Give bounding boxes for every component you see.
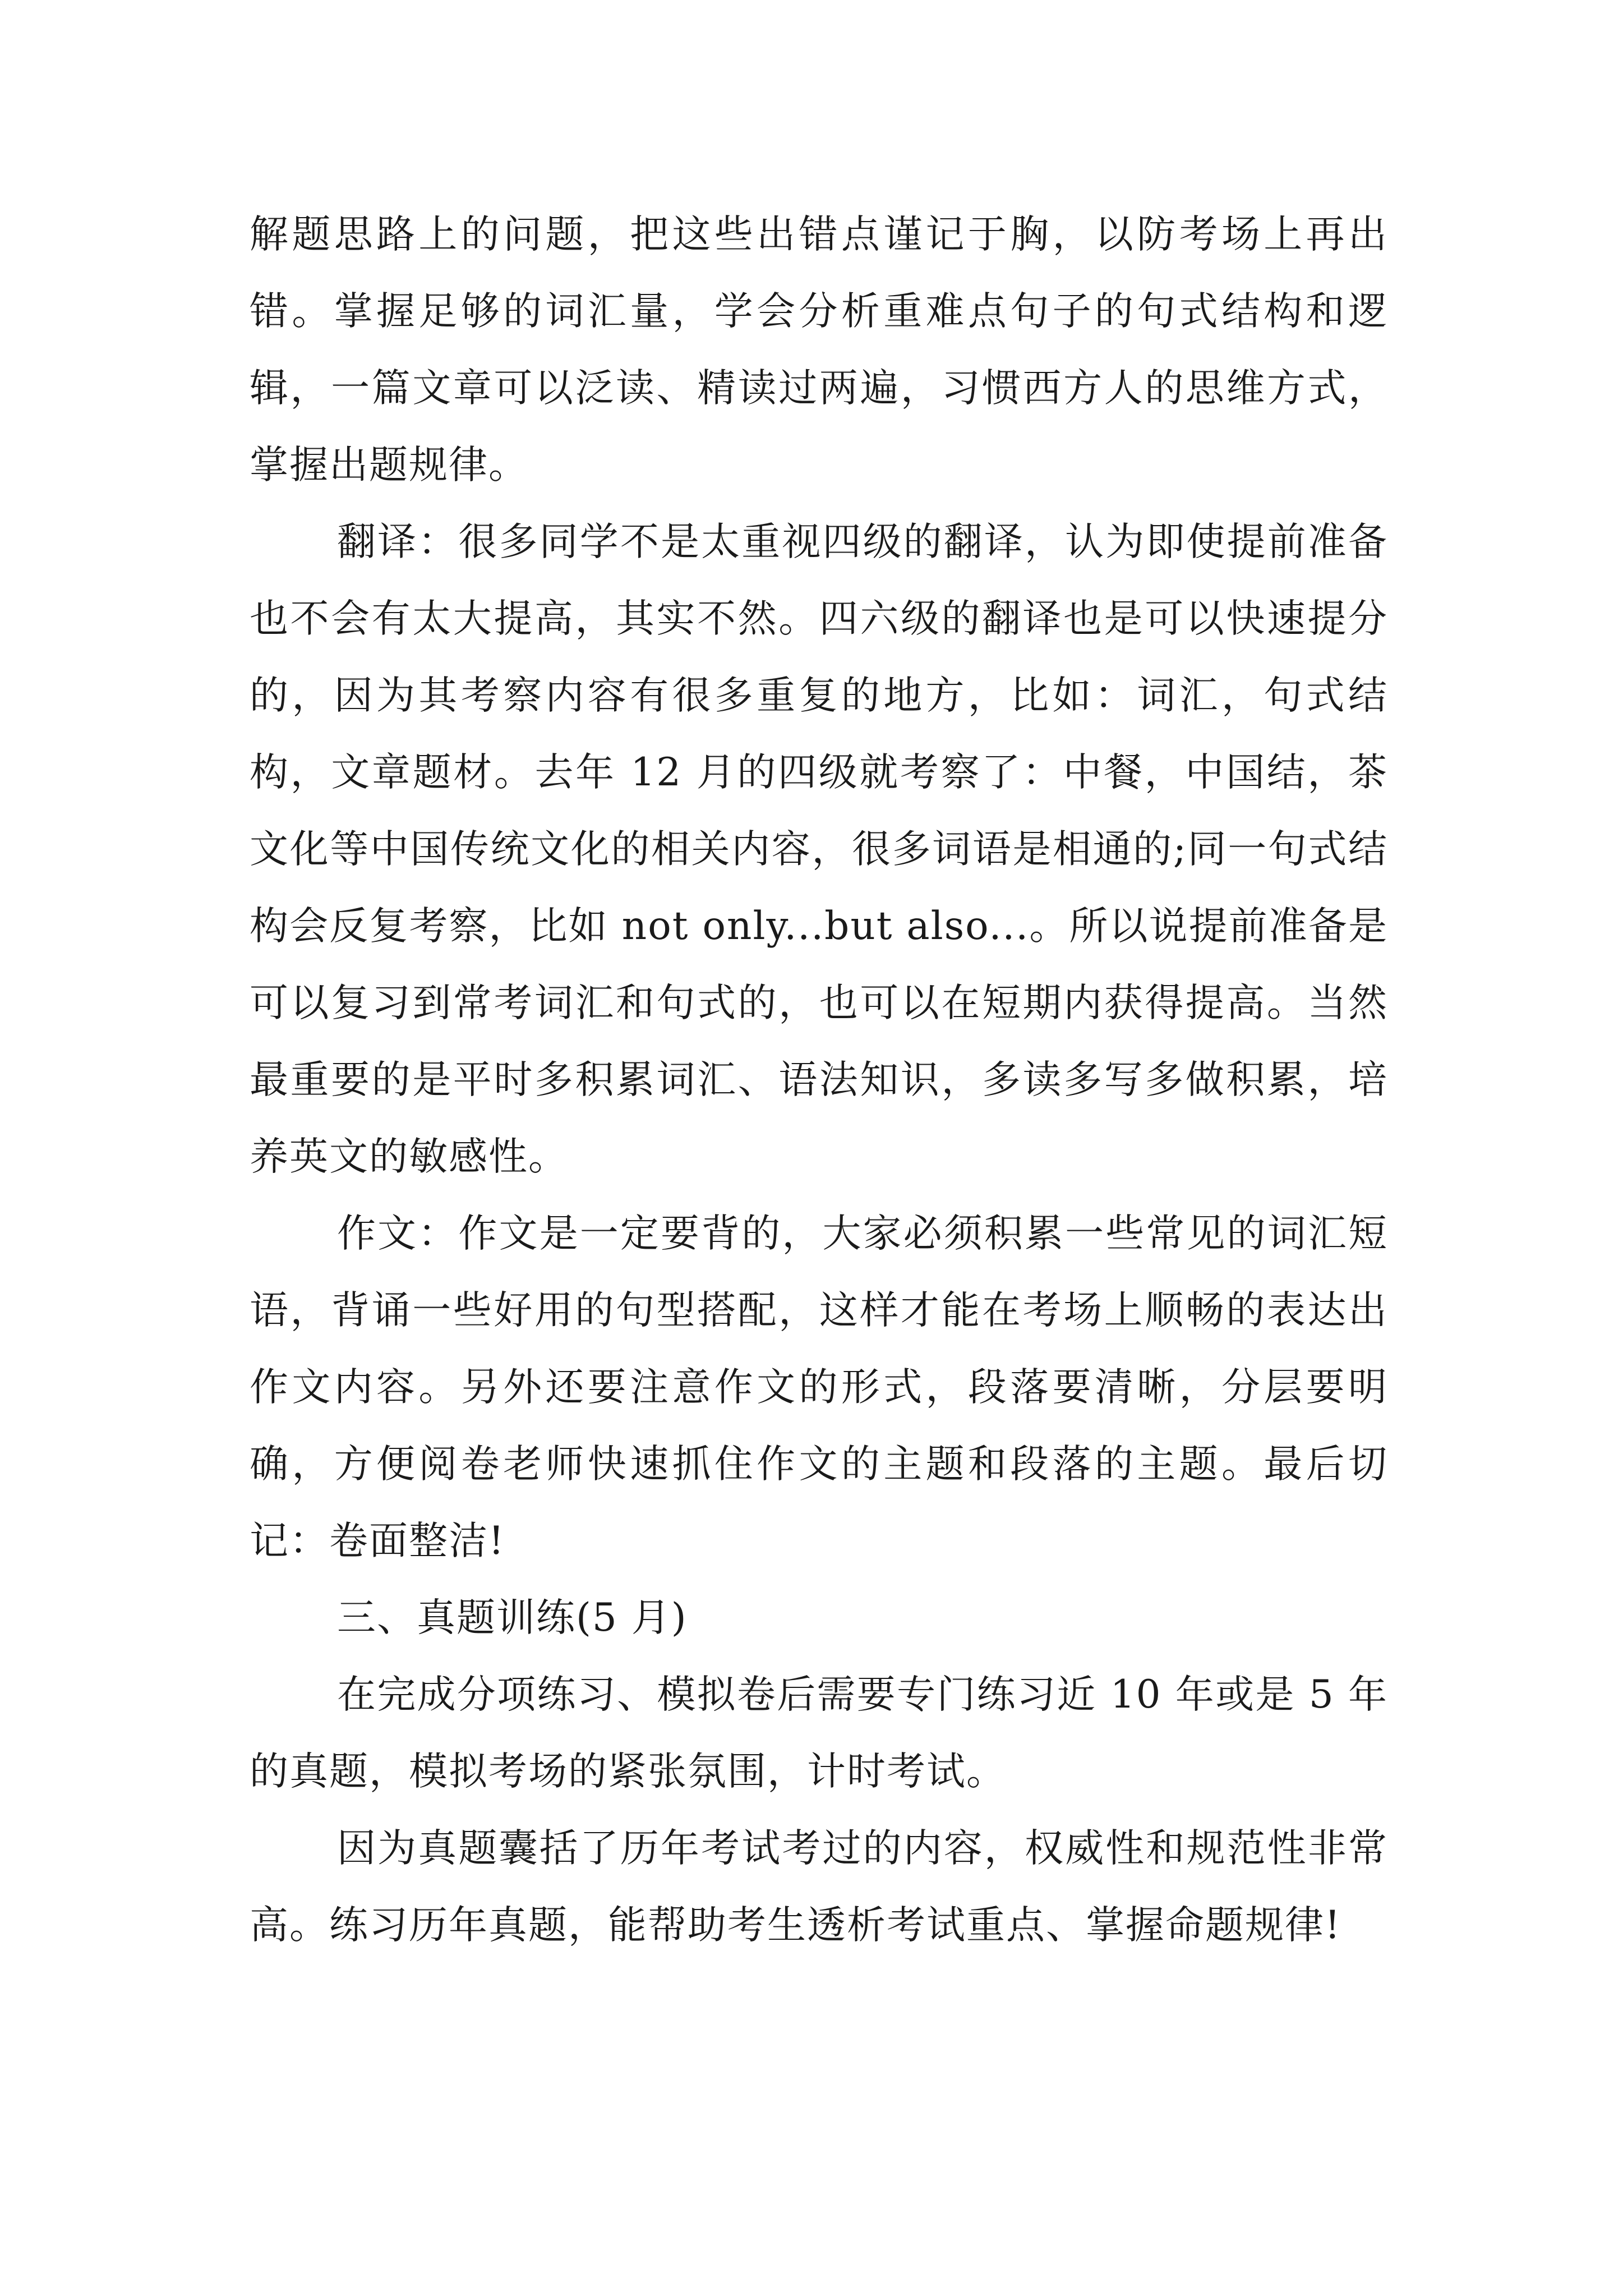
paragraph-continued: 解题思路上的问题，把这些出错点谨记于胸，以防考场上再出错。掌握足够的词汇量，学会分析重难点句子的句式结构和逻辑，一篇文章可以泛读、精读过两遍，习惯西方人的思维方式，掌握出题规律。 [250, 212, 1388, 487]
section-heading-past-paper-training: 三、真题训练(5 月) [337, 1595, 688, 1640]
paragraph-translation: 翻译：很多同学不是太重视四级的翻译，认为即使提前准备也不会有太大提高，其实不然。四六级的翻译也是可以快速提分的，因为其考察内容有很多重复的地方，比如：词汇，句式结构，文章题材。去年 12 月的四级就考察了：中餐，中国结，茶文化等中国传统文化的相关内容，很多词语是相通的;同一句式结构会反复考察，比如 not only...but also...。所以说提前准备是可以复习到常考词汇和句式的，也可以在短期内获得提高。当然最重要的是平时多积累词汇、语法知识，多读多写多做积累，培养英文的敏感性。 [250, 519, 1388, 1179]
document-body [250, 196, 1388, 1964]
paragraph-past-papers: 在完成分项练习、模拟卷后需要专门练习近 10 年或是 5 年的真题，模拟考场的紧张氛围，计时考试。 [250, 1672, 1388, 1794]
paragraph-why-past-papers: 因为真题囊括了历年考试考过的内容，权威性和规范性非常高。练习历年真题，能帮助考生透析考试重点、掌握命题规律! [250, 1826, 1388, 1948]
paragraph-writing: 作文：作文是一定要背的，大家必须积累一些常见的词汇短语，背诵一些好用的句型搭配，这样才能在考场上顺畅的表达出作文内容。另外还要注意作文的形式，段落要清晰，分层要明确，方便阅卷老师快速抓住作文的主题和段落的主题。最后切记：卷面整洁! [250, 1211, 1388, 1563]
